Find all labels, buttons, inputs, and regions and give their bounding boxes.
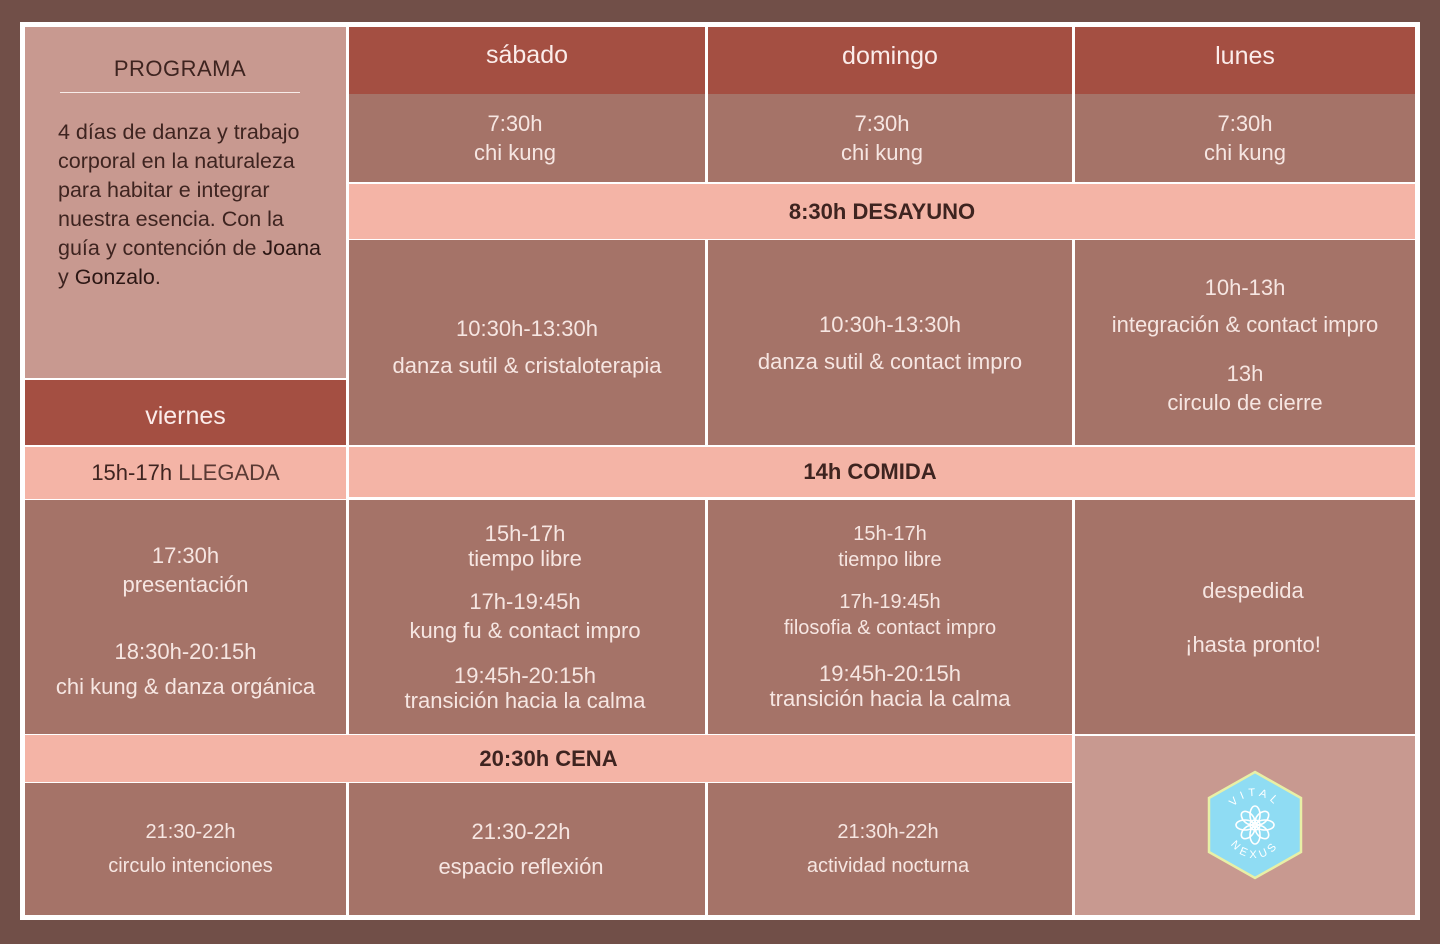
program-description [58, 118, 328, 292]
slot-time: 21:30h-22h [837, 821, 939, 843]
slot-activity: chi kung & danza orgánica [55, 674, 316, 699]
slot-activity: transición hacia la calma [404, 688, 646, 713]
guide-name-gonzalo: Gonzalo [74, 265, 155, 289]
slot-monday-morning [1075, 94, 1415, 182]
day-header-saturday [349, 27, 705, 94]
program-ending: . [154, 265, 161, 289]
slot-saturday-morning [349, 94, 705, 182]
arrival-row [25, 447, 346, 499]
vital-nexus-logo [1207, 770, 1303, 880]
slot-activity: chi kung [1204, 140, 1286, 165]
slot-saturday-afternoon [349, 500, 705, 734]
slot-activity: tiempo libre [468, 546, 582, 571]
slot-time: 19:45h-20:15h [454, 663, 596, 688]
slot-saturday-night [349, 783, 705, 915]
day-label-monday: lunes [1215, 42, 1275, 70]
slot-time: 17h-19:45h [469, 589, 581, 614]
slot-friday-afternoon [25, 500, 346, 734]
slot-activity: transición hacia la calma [769, 686, 1011, 711]
slot-time: 13h [1226, 360, 1264, 386]
slot-activity: despedida [1202, 577, 1304, 603]
arrival-label: LLEGADA [178, 460, 280, 485]
day-header-sunday [708, 27, 1072, 94]
slot-activity: danza sutil & contact impro [757, 348, 1023, 374]
slot-activity: integración & contact impro [1111, 311, 1379, 337]
day-label-saturday: sábado [485, 41, 569, 69]
meal-label: 8:30h DESAYUNO [788, 198, 976, 224]
arrival-time: 15h-17h [91, 460, 173, 485]
slot-friday-night [25, 783, 346, 915]
meal-dinner [25, 735, 1072, 782]
slot-time: 17:30h [151, 543, 220, 568]
guide-name-joana: Joana [262, 236, 321, 260]
logo-text-top: VITAL [1227, 786, 1283, 809]
meal-label: 14h COMIDA [803, 459, 937, 484]
slot-sunday-morning [708, 94, 1072, 182]
meal-lunch [349, 447, 1415, 497]
slot-activity: danza sutil & cristaloterapia [392, 352, 662, 378]
slot-time: 19:45h-20:15h [819, 661, 961, 686]
day-header-monday [1075, 27, 1415, 94]
logo-text-bottom: NEXUS [1228, 838, 1282, 861]
slot-activity: chi kung [841, 140, 923, 165]
slot-activity: kung fu & contact impro [409, 618, 641, 643]
slot-time: 10h-13h [1204, 274, 1286, 300]
program-description-text: 4 días de danza y trabajo corporal en la naturaleza para habitar e integrar nuestra esencia. Con la guía y contención de [58, 120, 300, 260]
slot-activity: circulo intenciones [108, 855, 273, 877]
slot-time: 18:30h-20:15h [114, 639, 257, 664]
day-label-friday: viernes [145, 402, 226, 430]
slot-monday-afternoon [1075, 500, 1415, 734]
slot-activity: chi kung [474, 140, 556, 165]
slot-sunday-afternoon [708, 500, 1072, 734]
slot-time: 21:30-22h [471, 819, 571, 844]
meal-breakfast [349, 184, 1415, 239]
program-title-divider [60, 92, 300, 93]
slot-activity: ¡hasta pronto! [1185, 631, 1321, 657]
slot-activity: filosofia & contact impro [783, 617, 997, 639]
slot-time: 7:30h [854, 111, 910, 136]
slot-time: 17h-19:45h [839, 591, 941, 613]
slot-saturday-late-morning [349, 240, 705, 445]
slot-time: 15h-17h [484, 521, 566, 546]
slot-monday-late-morning [1075, 240, 1415, 445]
day-label-sunday: domingo [842, 42, 938, 70]
slot-time: 10:30h-13:30h [819, 311, 961, 337]
meal-label: 20:30h CENA [479, 745, 618, 771]
slot-time: 7:30h [487, 111, 543, 136]
day-header-friday [25, 380, 346, 445]
slot-activity: actividad nocturna [806, 855, 970, 877]
program-connector: y [58, 265, 75, 289]
slot-time: 15h-17h [853, 523, 927, 545]
slot-activity: espacio reflexión [438, 854, 604, 879]
slot-sunday-late-morning [708, 240, 1072, 445]
slot-activity: tiempo libre [838, 549, 942, 571]
slot-sunday-night [708, 783, 1072, 915]
slot-time: 21:30-22h [145, 821, 236, 843]
slot-time: 7:30h [1217, 111, 1273, 136]
slot-time: 10:30h-13:30h [456, 315, 598, 341]
slot-activity: presentación [122, 572, 249, 597]
program-title: PROGRAMA [113, 56, 247, 81]
slot-activity: circulo de cierre [1167, 389, 1323, 415]
